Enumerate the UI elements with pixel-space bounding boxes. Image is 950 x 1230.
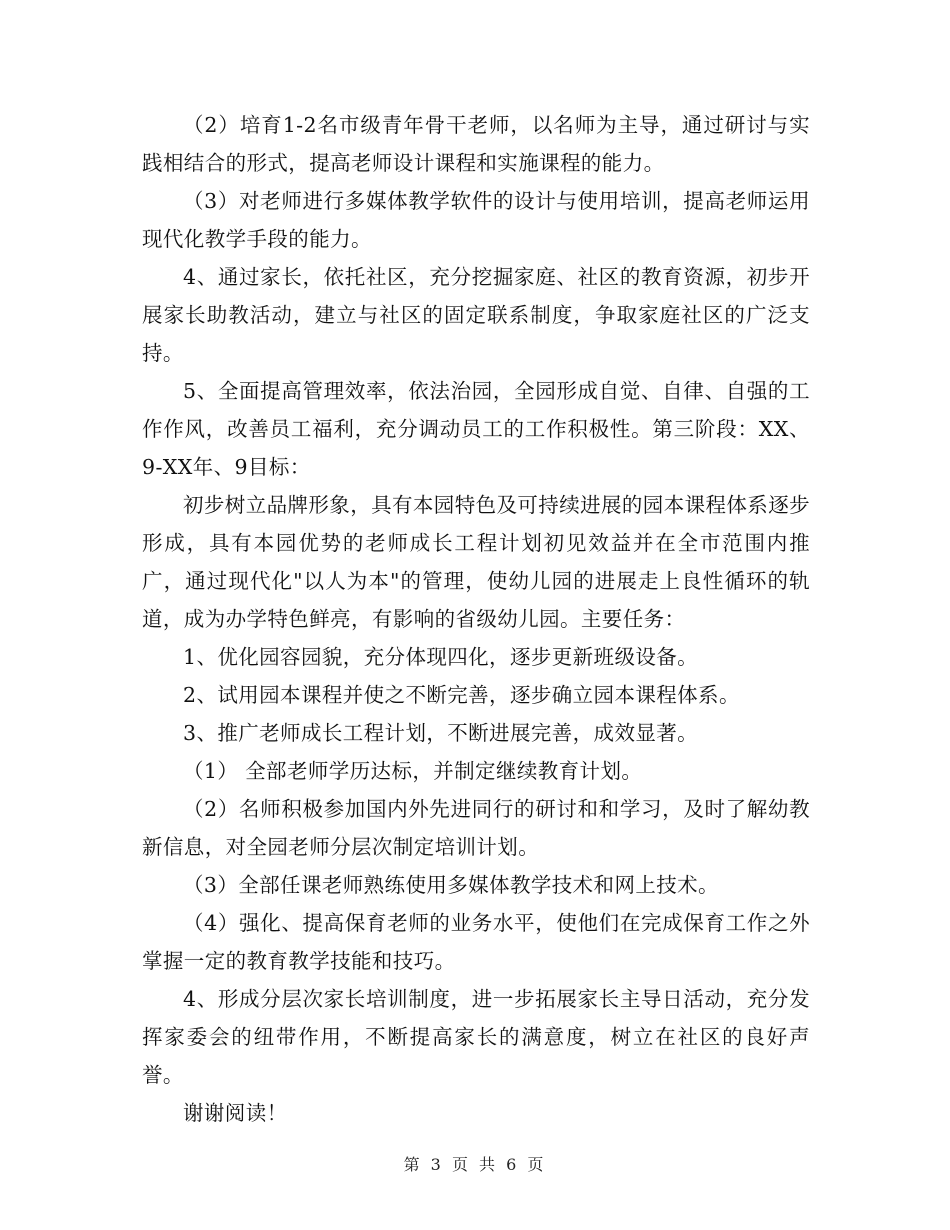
document-body (142, 106, 810, 1132)
paragraph-12: （4）强化、提高保育老师的业务水平，使他们在完成保育工作之外掌握一定的教育教学技能和技巧。 (142, 911, 810, 973)
paragraph-7: 2、试用园本课程并使之不断完善，逐步确立园本课程体系。 (183, 683, 740, 707)
paragraph-1: （2）培育1-2名市级青年骨干老师，以名师为主导，通过研讨与实践相结合的形式，提高老师设计课程和实施课程的能力。 (142, 113, 810, 175)
paragraph-10: （2）名师积极参加国内外先进同行的研讨和和学习，及时了解幼教新信息，对全园老师分层次制定培训计划。 (142, 797, 810, 859)
paragraph-5: 初步树立品牌形象，具有本园特色及可持续进展的园本课程体系逐步形成，具有本园优势的老师成长工程计划初见效益并在全市范围内推广，通过现代化"以人为本"的管理，使幼儿园的进展走上良性循环的轨道，成为办学特色鲜亮，有影响的省级幼儿园。主要任务： (142, 493, 810, 631)
closing-line: 谢谢阅读！ (183, 1101, 288, 1125)
paragraph-9: （1） 全部老师学历达标，并制定继续教育计划。 (183, 759, 643, 783)
paragraph-2: （3）对老师进行多媒体教学软件的设计与使用培训，提高老师运用现代化教学手段的能力。 (142, 189, 810, 251)
paragraph-8: 3、推广老师成长工程计划，不断进展完善，成效显著。 (183, 721, 699, 745)
paragraph-6: 1、优化园容园貌，充分体现四化，逐步更新班级设备。 (183, 645, 699, 669)
paragraph-4: 5、全面提高管理效率，依法治园，全园形成自觉、自律、自强的工作作风，改善员工福利，充分调动员工的工作积极性。第三阶段：XX、9-XX年、9目标： (142, 379, 810, 479)
paragraph-13: 4、形成分层次家长培训制度，进一步拓展家长主导日活动，充分发挥家委会的纽带作用，不断提高家长的满意度，树立在社区的良好声誉。 (142, 987, 810, 1087)
page-footer: 第 3 页 共 6 页 (403, 1155, 547, 1174)
paragraph-11: （3）全部任课老师熟练使用多媒体教学技术和网上技术。 (183, 873, 719, 897)
paragraph-3: 4、通过家长，依托社区，充分挖掘家庭、社区的教育资源，初步开展家长助教活动，建立与社区的固定联系制度，争取家庭社区的广泛支持。 (142, 265, 810, 365)
